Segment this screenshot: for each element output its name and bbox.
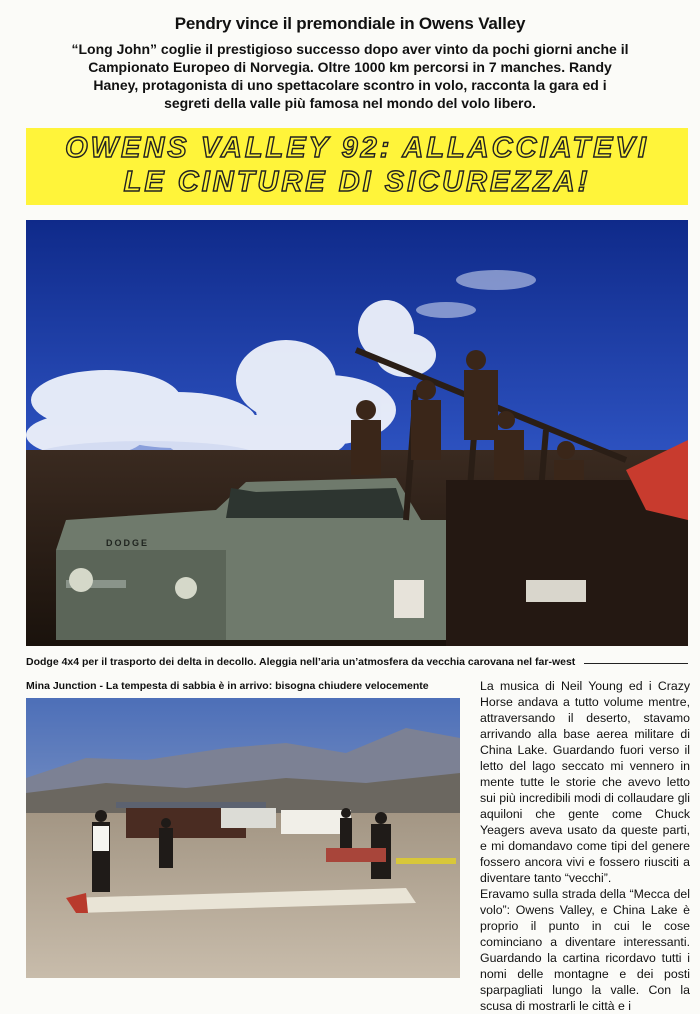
article-body: [480, 678, 690, 1014]
body-paragraph: Eravamo sulla strada della “Mecca del volo”: Owens Valley, e China Lake è proprio il punto in cui le cose cominciano a diventare interessanti. Guardando la cartina ricordavo tutti i nomi delle montagne e dei posti sparpagliati lungo la valle. Con la scusa di mostrarli le città e i: [480, 887, 690, 1013]
title-banner: [26, 128, 688, 205]
truck-brand-text: DODGE: [106, 538, 150, 548]
truck-photo: [26, 220, 688, 646]
desert-photo: [26, 698, 460, 978]
caption-rule: [584, 663, 688, 664]
photo2-caption: Mina Junction - La tempesta di sabbia è in arrivo: bisogna chiudere velocemente: [26, 680, 429, 692]
photo1-caption: Dodge 4x4 per il trasporto dei delta in decollo. Aleggia nell’aria un’atmosfera da vecchia carovana nel far-west: [26, 656, 576, 668]
banner-title-line-1: OWENS VALLEY 92: ALLACCIATEVI: [65, 132, 649, 164]
article-standfirst: “Long John” coglie il prestigioso successo dopo aver vinto da pochi giorni anche il Campionato Europeo di Norvegia. Oltre 1000 km percorsi in 7 manches. Randy Haney, protagonista di uno spettacolare scontro in volo, racconta la gara ed i segreti della valle più famosa nel mondo del volo libero.: [71, 41, 629, 111]
body-paragraph: La musica di Neil Young ed i Crazy Horse andava a tutto volume mentre, attraversando il deserto, stavamo arrivando alla base aerea militare di China Lake. Guardando fuori verso il letto del lago seccato mi vennero in mente tutte le storie che avevo letto sui più incredibili modi di collaudare gli aquiloni che gente come Chuck Yeagers aveva usato da queste parti, e mi domandavo come tipi del genere fossero ancora vivi e fossero riusciti a diventare tanto “vecchi”.: [480, 679, 690, 885]
article-headline: Pendry vince il premondiale in Owens Valley: [174, 14, 526, 33]
banner-title-line-2: LE CINTURE DI SICUREZZA!: [123, 166, 591, 198]
